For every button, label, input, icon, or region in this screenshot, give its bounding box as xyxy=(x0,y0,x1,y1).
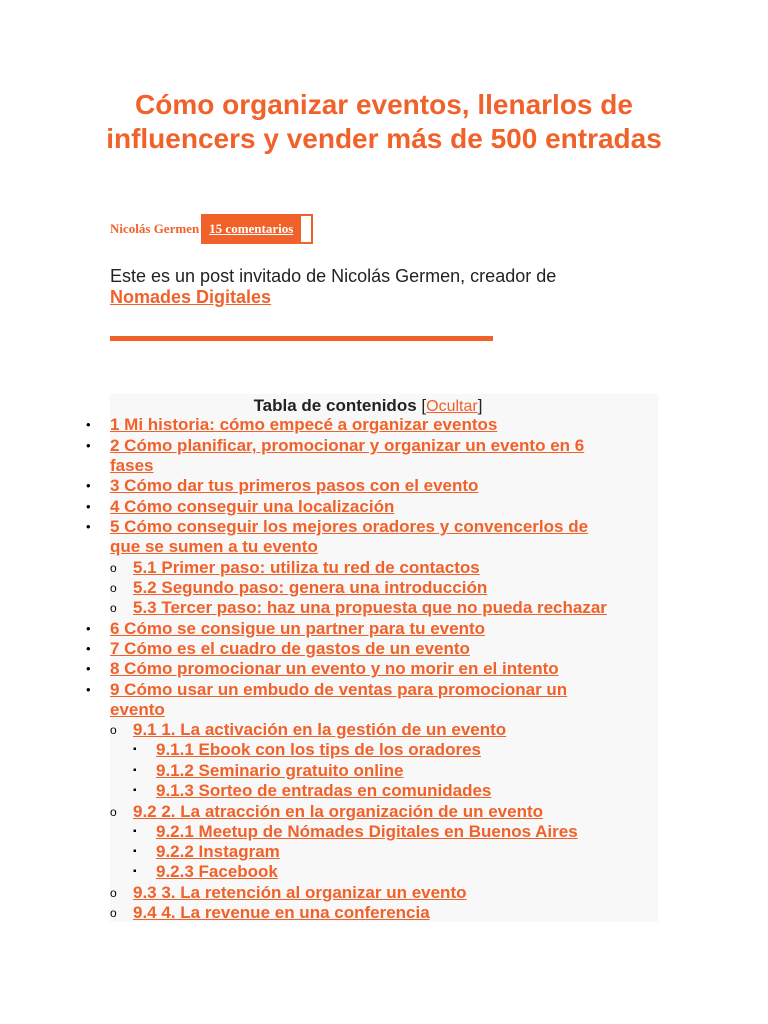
toc-bracket-open: [ xyxy=(421,396,427,415)
toc-bullet: o xyxy=(110,805,117,819)
toc-link-item-14[interactable]: 9.1.1 Ebook con los tips de los oradores xyxy=(156,740,481,759)
toc-bullet: • xyxy=(86,641,91,656)
toc-bullet: ▪ xyxy=(133,826,137,837)
post-byline xyxy=(110,214,313,244)
toc-link-item-7[interactable]: 5.2 Segundo paso: genera una introducción xyxy=(133,578,488,597)
intro-text: Este es un post invitado de Nicolás Germen, creador de xyxy=(110,266,557,286)
toc-bullet: o xyxy=(110,601,117,615)
toc-title: Tabla de contenidos xyxy=(253,396,417,415)
toc-bullet: • xyxy=(86,519,91,534)
comments-badge xyxy=(201,214,313,244)
toc-link-item-5-line-2[interactable]: que se sumen a tu evento xyxy=(110,537,318,556)
toc-link-item-1[interactable]: 1 Mi historia: cómo empecé a organizar eventos xyxy=(110,415,498,434)
toc-link-item-18[interactable]: 9.2.1 Meetup de Nómades Digitales en Buenos Aires xyxy=(156,822,578,841)
toc-bullet: • xyxy=(86,438,91,453)
toc-link-item-4[interactable]: 4 Cómo conseguir una localización xyxy=(110,497,395,516)
toc-bullet: • xyxy=(86,478,91,493)
toc-bullet: ▪ xyxy=(133,744,137,755)
comments-link[interactable]: 15 comentarios xyxy=(203,216,301,242)
toc-link-item-22[interactable]: 9.4 4. La revenue en una conferencia xyxy=(133,903,430,922)
toc-bullet: ▪ xyxy=(133,866,137,877)
table-of-contents xyxy=(86,394,658,922)
toc-bullet: o xyxy=(110,561,117,575)
nomades-digitales-link[interactable]: Nomades Digitales xyxy=(110,287,272,307)
toc-link-item-12-line-1[interactable]: 9 Cómo usar un embudo de ventas para promocionar un xyxy=(110,680,568,699)
toc-link-item-6[interactable]: 5.1 Primer paso: utiliza tu red de contactos xyxy=(133,558,480,577)
toc-link-item-10[interactable]: 7 Cómo es el cuadro de gastos de un evento xyxy=(110,639,470,658)
toc-link-item-9[interactable]: 6 Cómo se consigue un partner para tu evento xyxy=(110,619,486,638)
toc-header xyxy=(110,395,626,417)
toc-toggle-link[interactable]: Ocultar xyxy=(426,398,478,415)
toc-link-item-11[interactable]: 8 Cómo promocionar un evento y no morir en el intento xyxy=(110,659,559,678)
toc-bullet: o xyxy=(110,581,117,595)
toc-bullet: o xyxy=(110,886,117,900)
toc-bullet: • xyxy=(86,661,91,676)
toc-bullet: • xyxy=(86,499,91,514)
toc-bullet: o xyxy=(110,906,117,920)
toc-bullet: o xyxy=(110,723,117,737)
divider xyxy=(110,336,493,341)
toc-link-item-21[interactable]: 9.3 3. La retención al organizar un evento xyxy=(133,883,467,902)
toc-link-item-15[interactable]: 9.1.2 Seminario gratuito online xyxy=(156,761,404,780)
toc-link-item-19[interactable]: 9.2.2 Instagram xyxy=(156,842,280,861)
toc-bullet: • xyxy=(86,621,91,636)
toc-link-item-2-line-2[interactable]: fases xyxy=(110,456,154,475)
toc-link-item-16[interactable]: 9.1.3 Sorteo de entradas en comunidades xyxy=(156,781,492,800)
toc-bullet: • xyxy=(86,417,91,432)
toc-bullet: ▪ xyxy=(133,785,137,796)
toc-link-item-5-line-1[interactable]: 5 Cómo conseguir los mejores oradores y convencerlos de xyxy=(110,517,589,536)
toc-link-item-17[interactable]: 9.2 2. La atracción en la organización de un evento xyxy=(133,802,544,821)
toc-bracket-close: ] xyxy=(477,396,483,415)
toc-link-item-12-line-2[interactable]: evento xyxy=(110,700,165,719)
toc-link-item-13[interactable]: 9.1 1. La activación en la gestión de un evento xyxy=(133,720,507,739)
intro-paragraph xyxy=(110,266,630,308)
toc-bullet: ▪ xyxy=(133,846,137,857)
toc-bullet: ▪ xyxy=(133,765,137,776)
toc-link-item-3[interactable]: 3 Cómo dar tus primeros pasos con el evento xyxy=(110,476,479,495)
toc-link-item-8[interactable]: 5.3 Tercer paso: haz una propuesta que no pueda rechazar xyxy=(133,598,607,617)
author-name[interactable]: Nicolás Germen xyxy=(110,221,200,236)
toc-link-item-2-line-1[interactable]: 2 Cómo planificar, promocionar y organizar un evento en 6 xyxy=(110,436,585,455)
post-title: Cómo organizar eventos, llenarlos de influencers y vender más de 500 entradas xyxy=(106,89,662,154)
toc-link-item-20[interactable]: 9.2.3 Facebook xyxy=(156,862,278,881)
toc-bullet: • xyxy=(86,682,91,697)
